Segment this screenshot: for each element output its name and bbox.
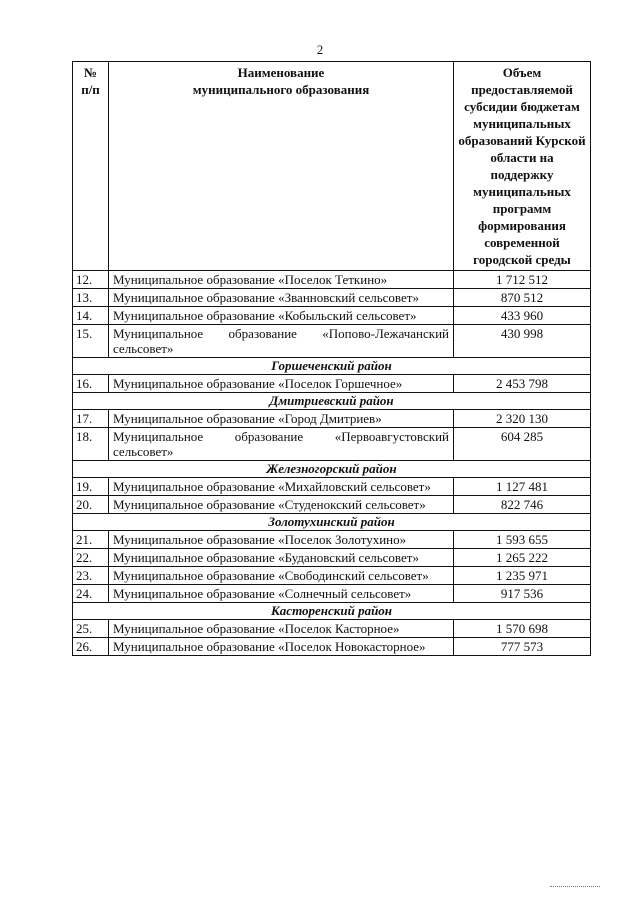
municipality-name: Муниципальное образование «Будановский сельсовет»: [109, 549, 454, 567]
municipality-name: Муниципальное образование «Кобыльский сельсовет»: [109, 307, 454, 325]
district-heading: Касторенский район: [73, 603, 591, 620]
subsidy-amount: 1 712 512: [454, 271, 591, 289]
district-row: [73, 461, 591, 478]
row-number: 26.: [73, 638, 109, 656]
municipality-name: Муниципальное образование «Поселок Новокасторное»: [109, 638, 454, 656]
row-number: 17.: [73, 410, 109, 428]
table-row: [73, 496, 591, 514]
row-number: 18.: [73, 428, 109, 461]
subsidy-amount: 1 127 481: [454, 478, 591, 496]
table-row: [73, 410, 591, 428]
table-row: [73, 549, 591, 567]
subsidy-amount: 1 265 222: [454, 549, 591, 567]
subsidy-amount: 433 960: [454, 307, 591, 325]
district-heading: Горшеченский район: [73, 358, 591, 375]
table-row: [73, 567, 591, 585]
table-row: [73, 638, 591, 656]
page-number: 2: [316, 42, 324, 57]
table-row: [73, 271, 591, 289]
district-heading: Дмитриевский район: [73, 393, 591, 410]
subsidy-amount: 1 235 971: [454, 567, 591, 585]
table-row: [73, 478, 591, 496]
subsidy-amount: 917 536: [454, 585, 591, 603]
subsidy-amount: 2 320 130: [454, 410, 591, 428]
district-row: [73, 358, 591, 375]
row-number: 16.: [73, 375, 109, 393]
municipality-name: Муниципальное образование «Поселок Золотухино»: [109, 531, 454, 549]
municipality-name: Муниципальное образование «Поселок Горшечное»: [109, 375, 454, 393]
row-number: 22.: [73, 549, 109, 567]
footer-mark: [550, 886, 600, 887]
row-number: 25.: [73, 620, 109, 638]
subsidy-amount: 822 746: [454, 496, 591, 514]
row-number: 20.: [73, 496, 109, 514]
subsidy-amount: 777 573: [454, 638, 591, 656]
table-row: [73, 620, 591, 638]
municipality-name: Муниципальное образование «Свободинский сельсовет»: [109, 567, 454, 585]
subsidy-amount: 1 570 698: [454, 620, 591, 638]
table-row: [73, 289, 591, 307]
table-row: [73, 531, 591, 549]
subsidy-amount: 870 512: [454, 289, 591, 307]
municipality-name: Муниципальное образование «Солнечный сельсовет»: [109, 585, 454, 603]
table-body: [73, 271, 591, 656]
municipality-name: Муниципальное образование «Поселок Касторное»: [109, 620, 454, 638]
table-header-row: [73, 62, 591, 271]
municipality-name: Муниципальное образование «Михайловский сельсовет»: [109, 478, 454, 496]
municipality-name: Муниципальное образование «Званновский сельсовет»: [109, 289, 454, 307]
district-heading: Железногорский район: [73, 461, 591, 478]
row-number: 21.: [73, 531, 109, 549]
header-value: Объем предоставляемой субсидии бюджетам муниципальных образований Курской области на поддержку муниципальных программ формирования современной городской среды: [454, 62, 591, 271]
subsidy-amount: 2 453 798: [454, 375, 591, 393]
row-number: 14.: [73, 307, 109, 325]
table-row: [73, 325, 591, 358]
row-number: 24.: [73, 585, 109, 603]
municipality-name: Муниципальное образование «Поселок Теткино»: [109, 271, 454, 289]
header-num: № п/п: [73, 62, 109, 271]
header-name: Наименование муниципального образования: [109, 62, 454, 271]
table-row: [73, 428, 591, 461]
row-number: 23.: [73, 567, 109, 585]
subsidy-table: [72, 61, 591, 656]
subsidy-amount: 430 998: [454, 325, 591, 358]
table-row: [73, 375, 591, 393]
row-number: 13.: [73, 289, 109, 307]
table-row: [73, 307, 591, 325]
table-row: [73, 585, 591, 603]
district-heading: Золотухинский район: [73, 514, 591, 531]
municipality-name: Муниципальное образование «Попово-Лежачанский сельсовет»: [109, 325, 454, 358]
district-row: [73, 603, 591, 620]
subsidy-amount: 1 593 655: [454, 531, 591, 549]
municipality-name: Муниципальное образование «Студенокский сельсовет»: [109, 496, 454, 514]
row-number: 15.: [73, 325, 109, 358]
row-number: 12.: [73, 271, 109, 289]
row-number: 19.: [73, 478, 109, 496]
municipality-name: Муниципальное образование «Город Дмитриев»: [109, 410, 454, 428]
district-row: [73, 393, 591, 410]
subsidy-amount: 604 285: [454, 428, 591, 461]
district-row: [73, 514, 591, 531]
municipality-name: Муниципальное образование «Первоавгустовский сельсовет»: [109, 428, 454, 461]
